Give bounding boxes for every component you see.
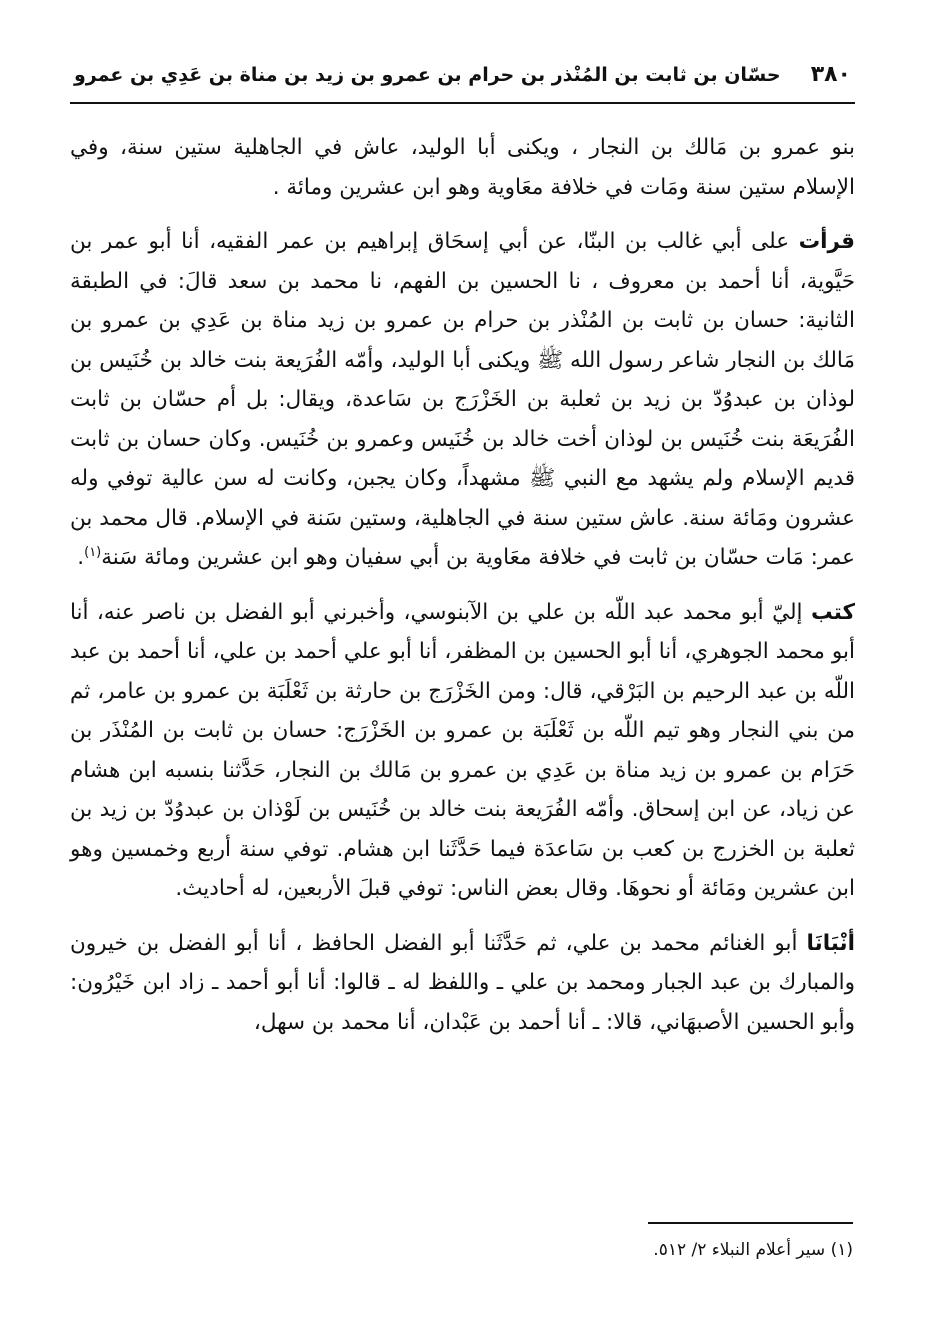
page-number: ٣٨٠ (810, 62, 851, 87)
paragraph-2 (70, 222, 855, 578)
body-text (70, 128, 855, 1042)
paragraph-lead-word: كتب (810, 599, 855, 625)
running-title: حسّان بن ثابت بن المُنْذر بن حرام بن عمرو بن زيد بن مناة بن عَدِي بن عمرو (74, 64, 781, 86)
footnote-reference: (١) (84, 544, 102, 560)
footnote: (١) سير أعلام النبلاء ٢/ ٥١٢. (653, 1240, 853, 1260)
page-header (70, 62, 855, 104)
paragraph-text-end: . (77, 545, 85, 570)
paragraph-text: بنو عمرو بن مَالك بن النجار ، ويكنى أبا الوليد، عاش في الجاهلية ستين سنة، وفي الإسلام ستين سنة ومَات في خلافة معَاوية وهو ابن عشرين ومائة . (70, 135, 855, 200)
paragraph-lead-word: أنْبَانَا (806, 930, 855, 956)
paragraph-text: على أبي غالب بن البنّا، عن أبي إسحَاق إبراهيم بن عمر الفقيه، أنا أبو عمر بن حَيَّوية، أنا أحمد بن معروف ، نا الحسين بن الفهم، نا محمد بن سعد قالَ: في الطبقة الثانية: حسان بن ثابت بن المُنْذر بن حرام بن عمرو بن زيد مناة بن عَدِي بن عمرو بن مَالك بن النجار شاعر رسول الله ﷺ ويكنى أبا الوليد، وأمّه الفُرَيعة بنت خالد بن خُنَيس بن لوذان بن عبدوُدّ بن زيد بن ثعلبة بن الخَزْرَج بن سَاعدة، ويقال: بل أم حسّان بن ثابت الفُرَيعَة بنت خُنَيس بن لوذان أخت خالد بن خُنَيس وعمرو بن خُنَيس. وكان حسان بن ثابت قديم الإسلام ولم يشهد مع النبي ﷺ مشهداً، وكان يجبن، وكانت له سن عالية توفي وله عشرون ومَائة سنة. عاش ستين سنة في الجاهلية، وستين سَنة في الإسلام. قال محمد بن عمر: مَات حسّان بن ثابت في خلافة معَاوية بن أبي سفيان وهو ابن عشرين ومائة سَنة (70, 229, 855, 570)
paragraph-3 (70, 593, 855, 909)
paragraph-text: إليّ أبو محمد عبد اللّه بن علي بن الآبنوسي، وأخبرني أبو الفضل بن ناصر عنه، أنا أبو محمد الجوهري، أنا أبو الحسين بن المظفر، أنا أبو علي أحمد بن علي، أنا أحمد بن عبد اللّه بن عبد الرحيم بن البَرْقي، قال: ومن الخَزْرَج بن حارثة بن ثَعْلَبَة بن عمرو بن عامر، ثم من بني النجار وهو تيم اللّه بن ثَعْلَبَة بن عمرو بن الخَزْرَج: حسان بن ثابت بن المُنْذَر بن حَرَام بن عمرو بن زيد مناة بن عَدِي بن عمرو بن مَالك بن النجار، حَدَّثنا بنسبه ابن هشام عن زياد، عن ابن إسحاق. وأمّه الفُرَيعة بنت خالد بن خُنَيس بن لَوْذان بن عبدوُدّ بن زيد بن ثعلبة بن الخزرج بن كعب بن سَاعدَة فيما حَدَّثَنا ابن هشام. توفي سنة أربع وخمسين وهو ابن عشرين ومَائة أو نحوهَا. وقال بعض الناس: توفي قبلَ الأربعين، له أحاديث. (70, 599, 855, 901)
paragraph-4 (70, 924, 855, 1043)
paragraph-1 (70, 128, 855, 207)
footnote-separator (648, 1222, 853, 1224)
book-page (70, 62, 855, 1312)
paragraph-lead-word: قرأت (798, 229, 855, 254)
paragraph-text: أبو الغنائم محمد بن علي، ثم حَدَّثَنا أبو الفضل الحافظ ، أنا أبو الفضل بن خيرون والمبارك بن عبد الجبار ومحمد بن علي ـ واللفظ له ـ قالوا: أنا أبو أحمد ـ زاد ابن خَيْرُون: وأبو الحسين الأصبهَاني، قالا: ـ أنا أحمد بن عَبْدان، أنا محمد بن سهل، (70, 930, 855, 1035)
